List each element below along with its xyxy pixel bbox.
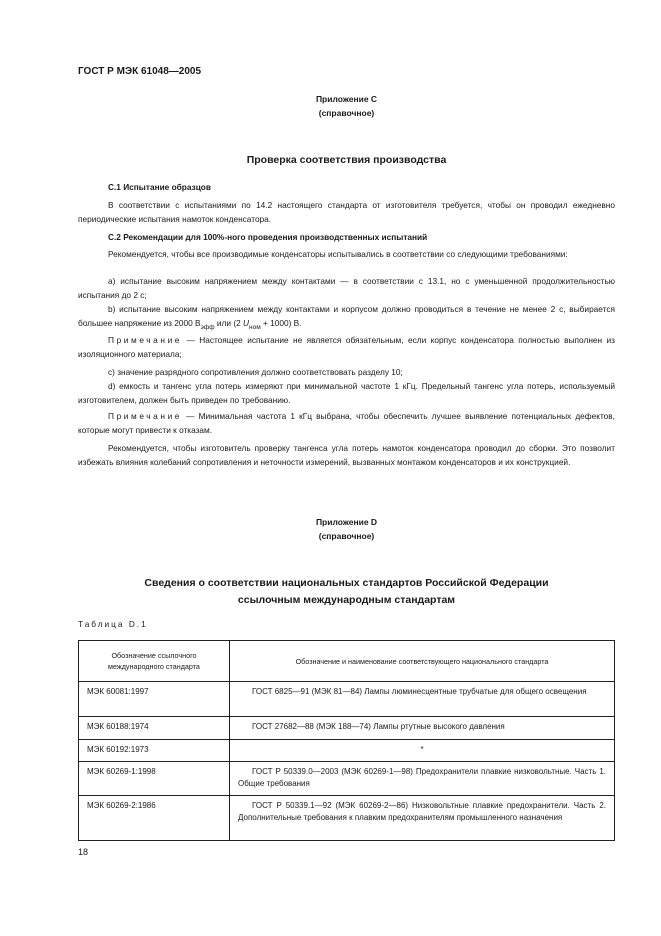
table-header-national: Обозначение и наименование соответствующего национального стандарта	[230, 641, 615, 682]
note-2-label: Примечание	[108, 411, 183, 421]
national-standard-cell: *	[230, 740, 615, 762]
note-1	[78, 334, 615, 361]
annex-c-type: (справочное)	[318, 108, 375, 118]
table-header-international: Обозначение ссылочного международного стандарта	[79, 641, 230, 682]
item-b-sub-eff: эфф	[200, 323, 215, 331]
note-2-text: — Минимальная частота 1 кГц выбрана, чтобы обеспечить лучшее выявление потенциальных дефектов, которые могут привести к отказам.	[78, 411, 615, 435]
item-b-text-3: + 1000) В.	[260, 317, 302, 328]
item-b-text-2: или (2	[214, 317, 244, 328]
item-b-sub-nom: ном	[249, 323, 261, 331]
item-b	[78, 303, 615, 334]
section-c2-intro: Рекомендуется, чтобы все производимые конденсаторы испытывались в соответствии со следующими требованиями:	[108, 249, 568, 259]
intl-standard-cell: МЭК 60269-2:1986	[79, 795, 230, 840]
item-a: a) испытание высоким напряжением между контактами — в соответствии с 13.1, но с уменьшенной продолжительностью испытания до 2 с;	[78, 276, 615, 300]
annex-d-heading-line-2: ссылочным международным стандартам	[237, 594, 456, 606]
item-b-text: b) испытание высоким напряжением между контактами и корпусом должно проводиться в течение не менее 2 с, выбирается большее напряжение из 2000 В	[78, 304, 615, 328]
annex-d-type: (справочное)	[318, 531, 375, 541]
intl-standard-cell: МЭК 60269-1:1998	[79, 761, 230, 795]
item-c: c) значение разрядного сопротивления должно соответствовать разделу 10;	[108, 367, 403, 377]
national-standard-cell: ГОСТ 6825—91 (МЭК 81—84) Лампы люминесцентные трубчатые для общего освещения	[230, 682, 615, 717]
annex-d-title-block	[78, 515, 615, 543]
table-label: Таблица D.1	[78, 619, 148, 629]
item-d: d) емкость и тангенс угла потерь измеряют при минимальной частоте 1 кГц. Предельный тангенс угла потерь, используемый изготовителем, должен быть приведен по требованию.	[78, 381, 615, 405]
note-1-text: — Настоящее испытание не является обязательным, если корпус конденсатора полностью выполнен из изоляционного материала;	[78, 335, 615, 359]
table-header-row	[79, 641, 615, 682]
note-2	[78, 410, 615, 437]
standards-table	[78, 640, 615, 841]
intl-standard-cell: МЭК 60192:1973	[79, 740, 230, 762]
annex-c-heading: Проверка соответствия производства	[246, 154, 447, 166]
table-row	[79, 717, 615, 740]
annex-c-title: Приложение C	[315, 94, 378, 104]
national-standard-cell: ГОСТ 27682—88 (МЭК 188—74) Лампы ртутные высокого давления	[230, 717, 615, 740]
item-b-u: U	[243, 317, 250, 328]
table-row	[79, 740, 615, 762]
document-header: ГОСТ Р МЭК 61048—2005	[78, 66, 202, 77]
table-row	[79, 761, 615, 795]
note-1-label: Примечание	[108, 335, 183, 345]
annex-d-heading-line-1: Сведения о соответствии национальных стандартов Российской Федерации	[144, 577, 549, 589]
page-number: 18	[78, 847, 89, 857]
section-c1-text: В соответствии с испытаниями по 14.2 настоящего стандарта от изготовителя требуется, чтобы он проводил ежедневно периодические испытания намоток конденсатора.	[78, 200, 615, 224]
annex-c-title-block	[78, 92, 615, 120]
table-row	[79, 795, 615, 840]
intl-standard-cell: МЭК 60188:1974	[79, 717, 230, 740]
intl-standard-cell: МЭК 60081:1997	[79, 682, 230, 717]
annex-d-heading	[78, 575, 615, 609]
national-standard-cell: ГОСТ Р 50339.0—2003 (МЭК 60269-1—98) Предохранители плавкие низковольтные. Часть 1. Общие требования	[230, 761, 615, 795]
annex-d-title: Приложение D	[315, 517, 378, 527]
final-paragraph: Рекомендуется, чтобы изготовитель проверку тангенса угла потерь намоток конденсатора проводил до сборки. Это позволит избежать влияния колебаний сопротивления и неточности измерений, вызванных монтажом конденсаторов и их конструкцией.	[78, 443, 615, 467]
national-standard-cell: ГОСТ Р 50339.1—92 (МЭК 60269-2—86) Низковольтные плавкие предохранители. Часть 2. Дополнительные требования к плавким предохранителям промышленного назначения	[230, 795, 615, 840]
table-row	[79, 682, 615, 717]
section-c1-heading: С.1 Испытание образцов	[108, 182, 211, 192]
section-c2-heading: С.2 Рекомендации для 100%-ного проведения производственных испытаний	[108, 232, 428, 242]
